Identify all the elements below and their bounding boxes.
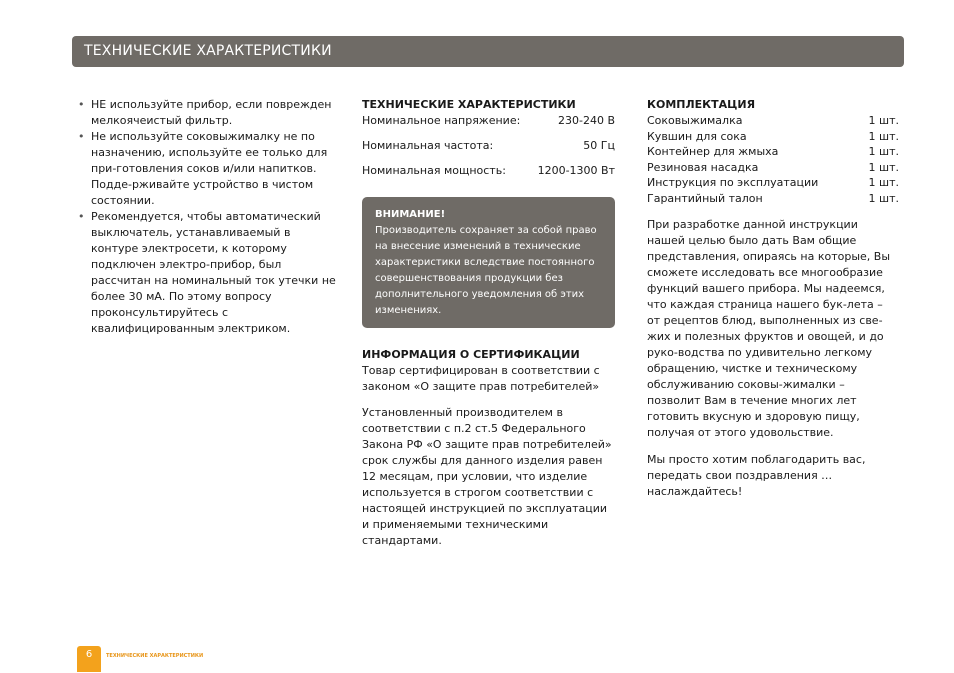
kit-item — [647, 191, 899, 207]
spec-label: Номинальное напряжение: — [362, 114, 521, 127]
page-number: 6 — [85, 649, 93, 660]
certification-text: Товар сертифицирован в соответствии с законом «О защите прав потребителей» — [362, 364, 600, 393]
kit-heading: КОМПЛЕКТАЦИЯ — [647, 98, 756, 111]
kit-column — [647, 97, 899, 500]
spec-value: 50 Гц — [583, 139, 615, 152]
notice-title: ВНИМАНИЕ! — [375, 209, 446, 220]
kit-item-qty: 1 шт. — [868, 191, 899, 205]
section-banner — [72, 36, 904, 67]
spec-row-frequency — [362, 133, 615, 159]
safety-column — [78, 97, 340, 337]
spec-row-voltage — [362, 113, 615, 133]
safety-item: • НЕ используйте прибор, если поврежден мелкоячеистый фильтр. — [78, 97, 340, 129]
section-title: ТЕХНИЧЕСКИЕ ХАРАКТЕРИСТИКИ — [84, 43, 332, 59]
specs-heading: ТЕХНИЧЕСКИЕ ХАРАКТЕРИСТИКИ — [362, 98, 576, 111]
footer-section-label: ТЕХНИЧЕСКИЕ ХАРАКТЕРИСТИКИ — [106, 653, 204, 659]
spec-label: Номинальная частота: — [362, 139, 494, 152]
kit-item — [647, 113, 899, 129]
safety-list — [78, 97, 340, 337]
kit-item-name: Гарантийный талон — [647, 191, 763, 205]
certification-heading: ИНФОРМАЦИЯ О СЕРТИФИКАЦИИ — [362, 348, 580, 361]
enjoy-line: наслаждайтесь! — [647, 485, 743, 498]
kit-item-name: Резиновая насадка — [647, 160, 759, 174]
kit-item-name: Кувшин для сока — [647, 129, 747, 143]
kit-item-name: Инструкция по эксплуатации — [647, 176, 819, 189]
kit-item-qty: 1 шт. — [868, 176, 899, 189]
safety-item: • Рекомендуется, чтобы автоматический выключатель, устанавливаемый в контуре электросети, к которому подключен электро-прибор, был рассчитан на номинальный ток утечки не более 30 мА. По этому вопросу проконсультируйтесь с квалифицированным электриком. — [78, 209, 340, 337]
certification-section — [362, 347, 615, 549]
thanks-paragraph: Мы просто хотим поблагодарить вас, передать свои поздравления … — [647, 453, 866, 482]
kit-item — [647, 129, 899, 145]
kit-item — [647, 160, 899, 176]
kit-item-qty: 1 шт. — [868, 160, 899, 174]
spec-label: Номинальная мощность: — [362, 164, 506, 177]
safety-item: • Не используйте соковыжималку не по назначению, используйте ее только для при-готовления соков и/или напитков. Подде-рживайте устройство в чистом состоянии. — [78, 129, 340, 209]
spec-value: 1200-1300 Вт — [537, 164, 615, 177]
page-number-badge — [77, 646, 101, 672]
notice-box — [362, 197, 615, 328]
service-life-text: Установленный производителем в соответствии с п.2 ст.5 Федерального Закона РФ «О защите прав потребителей» срок службы для данного изделия равен 12 месяцам, при условии, что изделие используется в строгом соответствии с настоящей инструкцией по эксплуатации и применяемыми техническими стандартами. — [362, 406, 612, 547]
kit-item — [647, 175, 899, 191]
kit-item-name: Соковыжималка — [647, 114, 743, 127]
spec-value: 230-240 В — [557, 114, 615, 127]
kit-item-qty: 1 шт. — [868, 129, 899, 143]
kit-item-qty: 1 шт. — [868, 145, 899, 158]
kit-item-name: Контейнер для жмыха — [647, 145, 779, 158]
spec-row-power — [362, 159, 615, 182]
kit-item-qty: 1 шт. — [868, 114, 899, 127]
closing-paragraph: При разработке данной инструкции нашей целью было дать Вам общие представления, опираясь на которые, Вы сможете исследовать все многообразие функций вашего прибора. Мы надеемся, что каждая страница нашего бук-лета – от рецептов блюд, выполненных из све-жих и полезных фруктов и овощей, и до руко-водства по удивительно легкому обращению, чистке и техническому обслуживанию соковы-жималки – позволит Вам в течение многих лет готовить вкусную и здоровую пищу, получая от этого удовольствие. — [647, 218, 891, 439]
kit-item — [647, 144, 899, 160]
specs-section — [362, 97, 615, 182]
notice-text: Производитель сохраняет за собой право на внесение изменений в технические характеристики вследствие постоянного совершенствования продукции без дополнительного уведомления об этих изменениях. — [375, 225, 597, 316]
